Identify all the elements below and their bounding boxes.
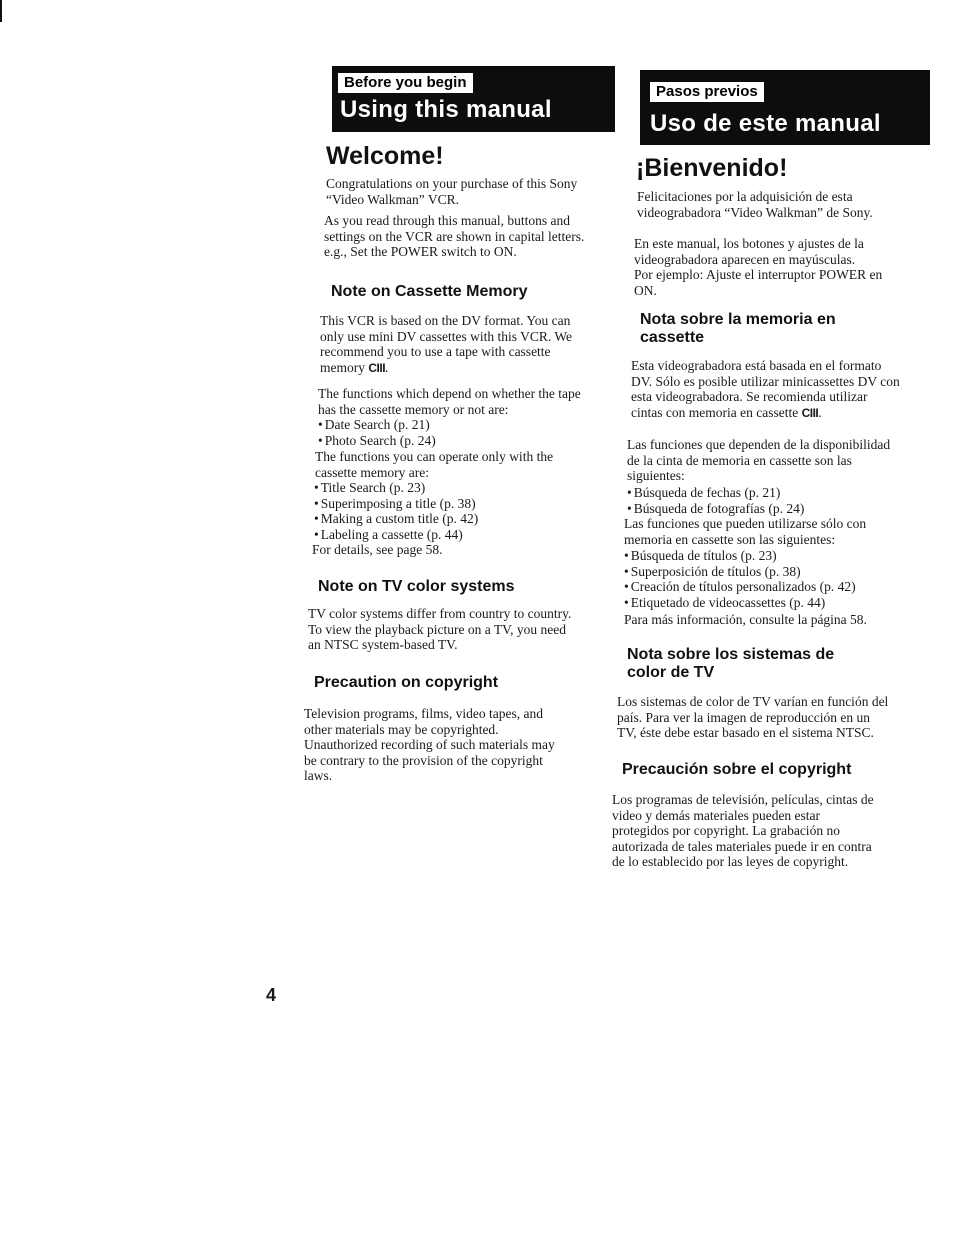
cassette-memory-paragraph-spanish: Esta videograbadora está basada en el formato DV. Sólo es posible utilizar minicassettes DV con esta videograbadora. Se recomienda utilizar cintas con memoria en cassette CIII. (631, 358, 900, 420)
list-item: • Date Search (p. 21) (318, 417, 436, 433)
chapter-title-english: Using this manual (340, 96, 552, 123)
list-item: • Photo Search (p. 24) (318, 433, 436, 449)
memory-only-intro-spanish: Las funciones que pueden utilizarse sólo con memoria en cassette son las siguientes: (624, 516, 867, 547)
chapter-title-spanish: Uso de este manual (650, 110, 881, 137)
list-item: • Búsqueda de fechas (p. 21) (627, 485, 804, 501)
details-reference-spanish: Para más información, consulte la página 58. (624, 612, 867, 627)
list-item: • Búsqueda de fotografías (p. 24) (627, 501, 804, 517)
cassette-memory-icon: CIII (801, 405, 819, 420)
copyright-paragraph-spanish: Los programas de televisión, películas, cintas de video y demás materiales pueden estar protegidos por copyright. La grabación no autorizada de tales materiales puede ir en contra de lo establecido por las leyes de copyright. (612, 792, 874, 870)
header-band-spanish (640, 70, 930, 145)
list-item: • Búsqueda de títulos (p. 23) (624, 548, 856, 564)
list-item: • Labeling a cassette (p. 44) (314, 527, 478, 543)
search-functions-list-spanish (627, 485, 804, 516)
memory-functions-list-english (314, 480, 478, 542)
functions-intro-spanish: Las funciones que dependen de la disponibilidad de la cinta de memoria en cassette son las siguientes: (627, 437, 891, 484)
search-functions-list-english (318, 417, 436, 448)
cassette-memory-heading-spanish: Nota sobre la memoria en cassette (640, 311, 836, 346)
convention-paragraph-spanish: En este manual, los botones y ajustes de la videograbadora aparecen en mayúsculas. Por ejemplo: Ajuste el interruptor POWER en ON. (634, 236, 883, 298)
cassette-memory-heading-english: Note on Cassette Memory (331, 283, 528, 300)
section-tag-spanish: Pasos previos (650, 82, 764, 102)
tv-color-heading-english: Note on TV color systems (318, 578, 515, 595)
copyright-heading-english: Precaution on copyright (314, 674, 499, 691)
copyright-paragraph-english: Television programs, films, video tapes, and other materials may be copyrighted. Unauthorized recording of such materials may be contrary to the provision of the copyright laws. (304, 706, 555, 784)
welcome-heading-spanish: ¡Bienvenido! (636, 154, 788, 182)
cassette-memory-paragraph-english: This VCR is based on the DV format. You can only use mini DV cassettes with this VCR. We recommend you to use a tape with cassette memory CIII. (320, 313, 573, 375)
header-band-english (332, 66, 615, 132)
scan-edge-mark (0, 0, 2, 22)
list-item: • Title Search (p. 23) (314, 480, 478, 496)
list-item: • Creación de títulos personalizados (p. 42) (624, 579, 856, 595)
details-reference-english: For details, see page 58. (312, 542, 443, 557)
tv-color-paragraph-english: TV color systems differ from country to country. To view the playback picture on a TV, you need an NTSC system-based TV. (308, 606, 572, 653)
memory-functions-list-spanish (624, 548, 856, 610)
copyright-heading-spanish: Precaución sobre el copyright (622, 761, 852, 778)
convention-paragraph-english: As you read through this manual, buttons and settings on the VCR are shown in capital letters. e.g., Set the POWER switch to ON. (324, 213, 585, 260)
intro-paragraph-english: Congratulations on your purchase of this Sony “Video Walkman” VCR. (326, 176, 578, 207)
page-number: 4 (266, 985, 277, 1005)
cassette-memory-icon: CIII (368, 360, 386, 375)
memory-only-intro-english: The functions you can operate only with the cassette memory are: (315, 449, 554, 480)
welcome-heading-english: Welcome! (326, 142, 444, 170)
tv-color-heading-spanish: Nota sobre los sistemas de color de TV (627, 646, 835, 681)
list-item: • Superimposing a title (p. 38) (314, 496, 478, 512)
list-item: • Etiquetado de videocassettes (p. 44) (624, 595, 856, 611)
intro-paragraph-spanish: Felicitaciones por la adquisición de esta videograbadora “Video Walkman” de Sony. (637, 189, 873, 220)
section-tag-english: Before you begin (338, 73, 473, 93)
tv-color-paragraph-spanish: Los sistemas de color de TV varían en función del país. Para ver la imagen de reproducción en un TV, éste debe estar basado en el sistema NTSC. (617, 694, 889, 741)
list-item: • Superposición de títulos (p. 38) (624, 564, 856, 580)
functions-intro-english: The functions which depend on whether the tape has the cassette memory or not are: (318, 386, 581, 417)
list-item: • Making a custom title (p. 42) (314, 511, 478, 527)
